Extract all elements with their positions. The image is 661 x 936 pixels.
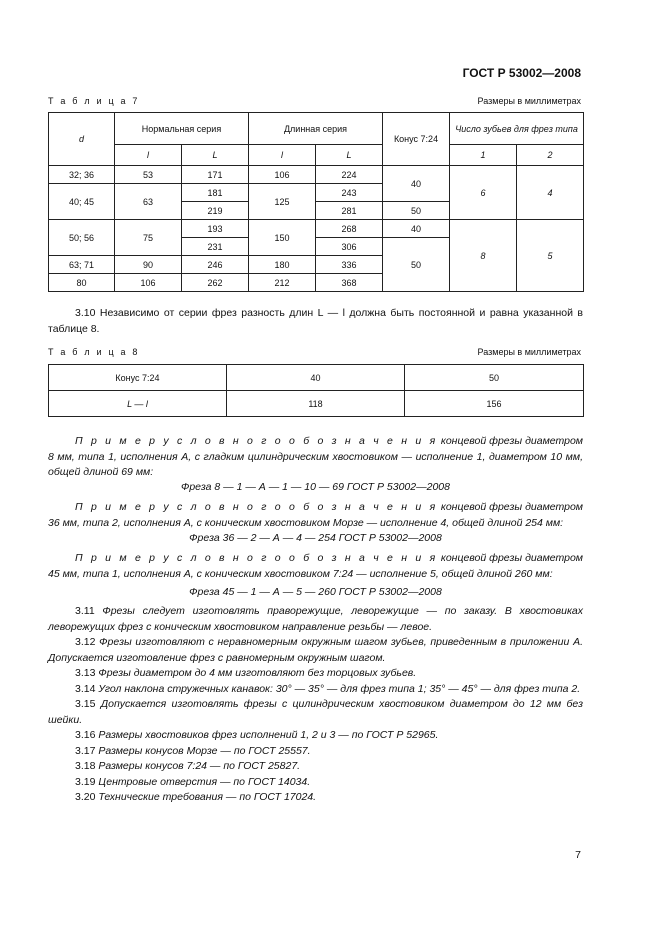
document-header: ГОСТ Р 53002—2008 xyxy=(462,66,581,80)
cell-cone: 50 xyxy=(383,238,450,292)
cell-normal-L: 246 xyxy=(182,256,249,274)
cell-normal-L: 231 xyxy=(182,238,249,256)
list-item: 3.18 Размеры конусов 7:24 — по ГОСТ 25827. xyxy=(75,760,301,772)
example-lead: П р и м е р у с л о в н о г о о б о з н а ч е н и я xyxy=(75,501,438,513)
table7-units: Размеры в миллиметрах xyxy=(477,96,581,106)
cell-value: 118 xyxy=(227,391,405,417)
cell-d: 80 xyxy=(49,274,115,292)
cell-teeth-type2: 4 xyxy=(517,166,584,220)
cell-long-L: 224 xyxy=(316,166,383,184)
col-header-cone: Конус 7:24 xyxy=(383,113,450,166)
cell-label: L — l xyxy=(49,391,227,417)
cell-normal-L: 219 xyxy=(182,202,249,220)
cell-normal-L: 181 xyxy=(182,184,249,202)
cell-long-l: 180 xyxy=(249,256,316,274)
col-header-normal-l: l xyxy=(115,145,182,166)
cell-cone: 40 xyxy=(383,166,450,202)
cell-normal-l: 75 xyxy=(115,220,182,256)
example-1-formula: Фреза 8 — 1 — А — 1 — 10 — 69 ГОСТ Р 53002—2008 xyxy=(181,481,450,493)
col-header-long-l: l xyxy=(249,145,316,166)
cell-value: 50 xyxy=(405,365,584,391)
example-3-formula: Фреза 45 — 1 — А — 5 — 260 ГОСТ Р 53002—2008 xyxy=(189,586,442,598)
paragraph-3-10: 3.10 Независимо от серии фрез разность длин L — l должна быть постоянной и равна указанной в таблице 8. xyxy=(48,307,583,335)
example-lead: П р и м е р у с л о в н о г о о б о з н а ч е н и я xyxy=(75,552,438,564)
table7-caption: Т а б л и ц а 7 xyxy=(48,96,140,106)
cell-d: 32; 36 xyxy=(49,166,115,184)
table8-units: Размеры в миллиметрах xyxy=(477,347,581,357)
list-item: 3.13 Фрезы диаметром до 4 мм изготовляют без торцовых зубьев. xyxy=(75,667,417,679)
cell-normal-l: 90 xyxy=(115,256,182,274)
cell-long-l: 212 xyxy=(249,274,316,292)
cell-teeth-type1: 8 xyxy=(450,220,517,292)
cell-d: 40; 45 xyxy=(49,184,115,220)
cell-normal-l: 106 xyxy=(115,274,182,292)
col-header-type2: 2 xyxy=(517,145,584,166)
cell-cone: 50 xyxy=(383,202,450,220)
example-2-formula: Фреза 36 — 2 — А — 4 — 254 ГОСТ Р 53002—2008 xyxy=(189,532,442,544)
example-1 xyxy=(48,434,583,481)
cell-teeth-type1: 6 xyxy=(450,166,517,220)
list-item: 3.14 Угол наклона стружечных канавок: 30° — 35° — для фрез типа 1; 35° — 45° — для фрез типа 2. xyxy=(75,682,581,695)
cell-d: 50; 56 xyxy=(49,220,115,256)
cell-long-L: 306 xyxy=(316,238,383,256)
table-row xyxy=(49,365,584,391)
cell-normal-l: 53 xyxy=(115,166,182,184)
example-3 xyxy=(48,551,583,582)
cell-long-L: 268 xyxy=(316,220,383,238)
list-item: 3.16 Размеры хвостовиков фрез исполнений 1, 2 и 3 — по ГОСТ Р 52965. xyxy=(75,729,439,741)
col-header-type1: 1 xyxy=(450,145,517,166)
col-header-long-L: L xyxy=(316,145,383,166)
list-item: 3.12 Фрезы изготовляют с неравномерным окружным шагом зубьев, приведенным в приложении А. Допускается изготовление фрез с равномерным окружным шагом. xyxy=(48,636,583,664)
table-row xyxy=(49,220,584,238)
col-header-d: d xyxy=(49,113,115,166)
example-lead: П р и м е р у с л о в н о г о о б о з н а ч е н и я xyxy=(75,435,438,447)
cell-long-L: 336 xyxy=(316,256,383,274)
cell-cone: 40 xyxy=(383,220,450,238)
cell-normal-l: 63 xyxy=(115,184,182,220)
cell-d: 63; 71 xyxy=(49,256,115,274)
col-header-normal-series: Нормальная серия xyxy=(115,113,249,145)
cell-long-l: 125 xyxy=(249,184,316,220)
table7 xyxy=(48,112,584,292)
cell-long-L: 368 xyxy=(316,274,383,292)
example-2 xyxy=(48,500,583,531)
cell-teeth-type2: 5 xyxy=(517,220,584,292)
cell-normal-L: 171 xyxy=(182,166,249,184)
cell-long-L: 243 xyxy=(316,184,383,202)
col-header-teeth: Число зубьев для фрез типа xyxy=(450,113,584,145)
list-item: 3.20 Технические требования — по ГОСТ 17024. xyxy=(75,791,317,803)
table-row xyxy=(49,166,584,184)
cell-normal-L: 262 xyxy=(182,274,249,292)
cell-label: Конус 7:24 xyxy=(49,365,227,391)
example-text: концевой фрезы диаметром 45 мм, типа 1, исполнения А, с коническим хвостовиком 7:24 — исполнение 5, общей длиной 260 мм: xyxy=(48,552,583,580)
example-text: концевой фрезы диаметром 8 мм, типа 1, исполнения А, с гладким цилиндрическим хвостовиком — исполнение 1, диаметром 10 мм, общей длиной 69 мм: xyxy=(48,435,583,478)
cell-normal-L: 193 xyxy=(182,220,249,238)
cell-long-l: 106 xyxy=(249,166,316,184)
col-header-normal-L: L xyxy=(182,145,249,166)
table-row xyxy=(49,391,584,417)
example-text: концевой фрезы диаметром 36 мм, типа 2, исполнения А, с коническим хвостовиком Морзе — исполнение 4, общей длиной 254 мм: xyxy=(48,501,583,529)
cell-long-l: 150 xyxy=(249,220,316,256)
list-item: 3.11 Фрезы следует изготовлять праворежущие, леворежущие — по заказу. В хвостовиках леворежущих фрез с коническим хвостовиком направление резьбы — левое. xyxy=(48,605,584,633)
table8 xyxy=(48,364,584,417)
list-item: 3.15 Допускается изготовлять фрезы с цилиндрическим хвостовиком диаметром до 12 мм без шейки. xyxy=(48,698,583,726)
cell-value: 40 xyxy=(227,365,405,391)
cell-long-L: 281 xyxy=(316,202,383,220)
col-header-long-series: Длинная серия xyxy=(249,113,383,145)
requirements-list xyxy=(48,604,583,806)
list-item: 3.19 Центровые отверстия — по ГОСТ 14034. xyxy=(75,775,311,788)
page-number: 7 xyxy=(575,849,581,861)
list-item: 3.17 Размеры конусов Морзе — по ГОСТ 25557. xyxy=(75,744,311,757)
cell-value: 156 xyxy=(405,391,584,417)
table8-caption: Т а б л и ц а 8 xyxy=(48,347,140,357)
